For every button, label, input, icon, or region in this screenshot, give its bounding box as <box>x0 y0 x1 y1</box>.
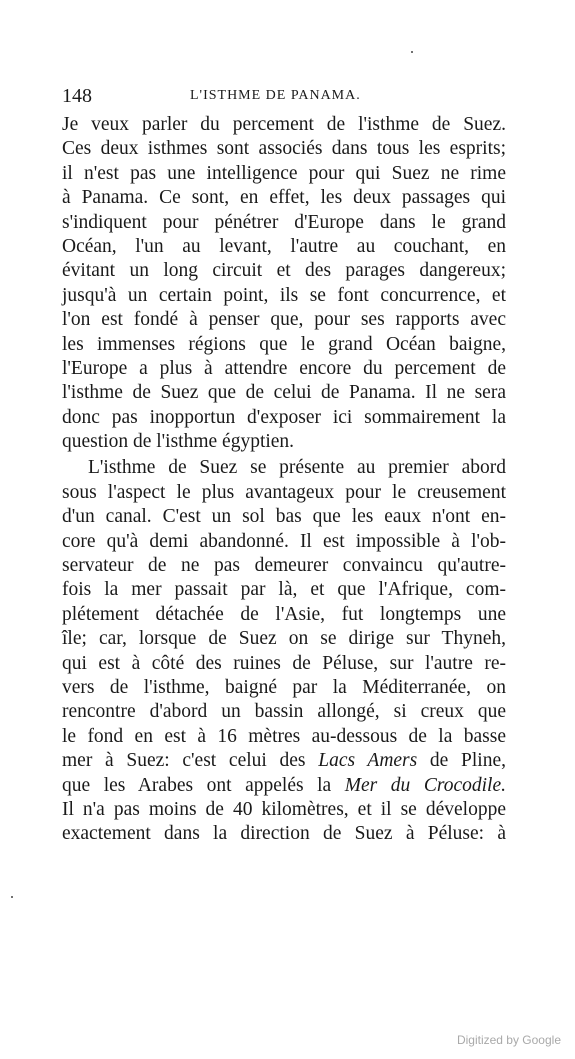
text-line: plétement détachée de l'Asie, fut longtemps une <box>62 603 506 625</box>
text-line: L'isthme de Suez se présente au premier abord <box>88 457 506 479</box>
text-line: donc pas inopportun d'exposer ici sommairement la <box>62 406 506 428</box>
text-line: il n'est pas une intelligence pour qui Suez ne rime <box>62 162 506 184</box>
text-line: question de l'isthme égyptien. <box>62 431 295 453</box>
text-line: vers de l'isthme, baigné par la Méditerranée, on <box>62 676 506 698</box>
page-header <box>62 84 506 108</box>
page-number: 148 <box>62 85 92 107</box>
line-text: que les Arabes ont appelés la <box>62 774 345 796</box>
italic-term: Lacs Amers <box>318 750 418 772</box>
text-line: exactement dans la direction de Suez à Péluse: à <box>62 823 506 845</box>
text-line: Je veux parler du percement de l'isthme de Suez. <box>62 114 506 135</box>
text-line-with-italic <box>62 774 506 798</box>
ink-speck <box>411 51 413 53</box>
text-line: sous l'aspect le plus avantageux pour le creusement <box>62 481 506 503</box>
line-text: mer à Suez: c'est celui des <box>62 750 319 772</box>
text-line: s'indiquent pour pénétrer d'Europe dans le grand <box>62 211 506 233</box>
text-line: île; car, lorsque de Suez on se dirige sur Thyneh, <box>62 628 506 650</box>
text-line: à Panama. Ce sont, en effet, les deux passages qui <box>62 187 506 209</box>
text-line: fois la mer passait par là, et que l'Afrique, com- <box>62 579 506 601</box>
text-line: Il n'a pas moins de 40 kilomètres, et il se développe <box>62 798 506 820</box>
watermark: Digitized by Google <box>456 1033 561 1047</box>
text-line: l'Europe a plus à attendre encore du percement de <box>62 357 506 379</box>
ink-speck <box>11 896 13 898</box>
text-line: Océan, l'un au levant, l'autre au couchant, en <box>62 235 506 257</box>
text-line: Ces deux isthmes sont associés dans tous les esprits; <box>62 138 506 160</box>
text-line: évitant un long circuit et des parages dangereux; <box>62 260 506 282</box>
text-line: qui est à côté des ruines de Péluse, sur l'autre re- <box>62 652 506 674</box>
text-line: les immenses régions que le grand Océan baigne, <box>62 333 506 355</box>
text-line: rencontre d'abord un bassin allongé, si creux que <box>62 701 506 723</box>
paragraph-2 <box>62 456 506 846</box>
italic-term: Mer du Crocodile. <box>344 774 506 796</box>
text-line: l'isthme de Suez que de celui de Panama. Il ne sera <box>62 382 506 404</box>
paragraph-1 <box>62 113 506 454</box>
text-line: core qu'à demi abandonné. Il est impossible à l'ob- <box>62 530 506 552</box>
text-line: d'un canal. C'est un sol bas que les eaux n'ont en- <box>62 506 506 528</box>
body-text <box>62 113 506 847</box>
text-line: le fond en est à 16 mètres au-dessous de la basse <box>62 725 506 747</box>
text-line: l'on est fondé à penser que, pour ses rapports avec <box>62 309 506 331</box>
running-title: L'ISTHME DE PANAMA. <box>190 88 361 103</box>
text-line-with-italic <box>62 749 506 773</box>
text-line: servateur de ne pas demeurer convaincu qu'autre- <box>62 555 506 577</box>
text-line: jusqu'à un certain point, ils se font concurrence, et <box>62 284 506 306</box>
line-text: de Pline, <box>417 750 506 772</box>
